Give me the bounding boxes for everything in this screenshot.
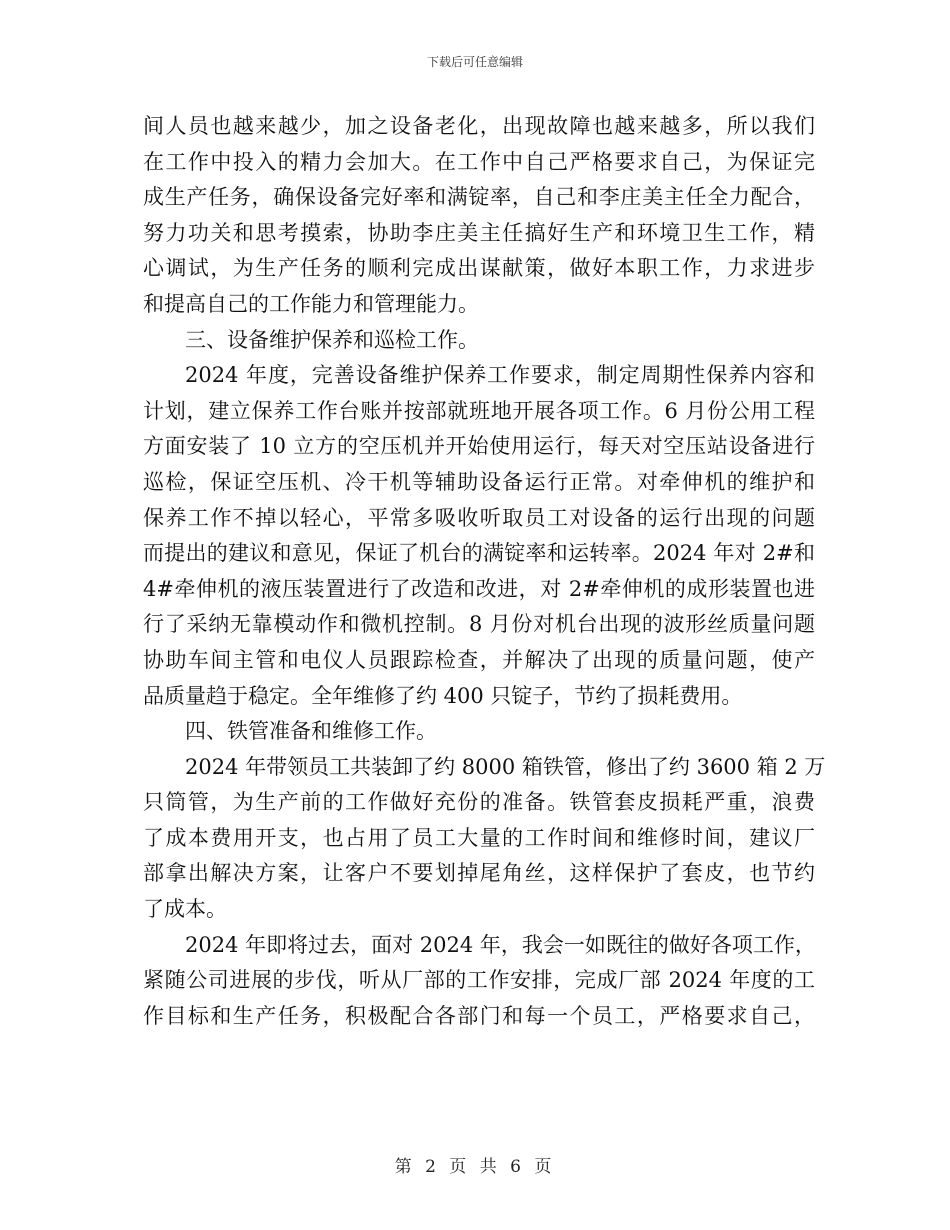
text-line: 巡检，保证空压机、冷干机等辅助设备运行正常。对牵伸机的维护和 (143, 469, 815, 494)
text-line: 在工作中投入的精力会加大。在工作中自己严格要求自己，为保证完 (143, 149, 815, 174)
text-line: 间人员也越来越少，加之设备老化，出现故障也越来越多，所以我们 (143, 114, 815, 138)
section-heading: 三、设备维护保养和巡检工作。 (185, 327, 479, 352)
text-line: 成生产任务，确保设备完好率和满锭率，自己和李庄美主任全力配合， (143, 185, 815, 210)
text-line: 和提高自己的工作能力和管理能力。 (143, 291, 479, 316)
text-line: 作目标和生产任务，积极配合各部门和每一个员工，严格要求自己， (143, 1003, 815, 1028)
text-line: 而提出的建议和意见，保证了机台的满锭率和运转率。2024 年对 2#和 (143, 541, 815, 566)
text-line: 2024 年即将过去，面对 2024 年，我会一如既往的做好各项工作， (185, 932, 816, 957)
section-heading: 四、铁管准备和维修工作。 (185, 719, 437, 744)
text-line: 只筒管，为生产前的工作做好充份的准备。铁管套皮损耗严重，浪费 (143, 790, 815, 815)
text-line: 4#牵伸机的液压装置进行了改造和改进，对 2#牵伸机的成形装置也进 (143, 576, 815, 601)
page-number: 第 2 页 共 6 页 (394, 1157, 556, 1177)
text-line: 部拿出解决方案，让客户不要划掉尾角丝，这样保护了套皮，也节约 (143, 861, 815, 886)
text-line: 2024 年带领员工共装卸了约 8000 箱铁管，修出了约 3600 箱 2 万 (185, 754, 826, 779)
text-line: 行了采纳无靠模动作和微机控制。8 月份对机台出现的波形丝质量问题 (143, 612, 815, 637)
text-line: 计划，建立保养工作台账并按部就班地开展各项工作。6 月份公用工程 (143, 398, 815, 423)
document-body (143, 109, 826, 1034)
text-line: 保养工作不掉以轻心，平常多吸收听取员工对设备的运行出现的问题 (143, 505, 815, 530)
text-line: 了成本。 (143, 897, 227, 922)
page-header: 下载后可任意编辑 (426, 55, 523, 69)
text-line: 品质量趋于稳定。全年维修了约 400 只锭子，节约了损耗费用。 (143, 683, 743, 708)
text-line: 协助车间主管和电仪人员跟踪检查，并解决了出现的质量问题，使产 (143, 647, 815, 672)
text-line: 紧随公司进展的步伐，听从厂部的工作安排，完成厂部 2024 年度的工 (143, 968, 815, 993)
text-line: 方面安装了 10 立方的空压机并开始使用运行，每天对空压站设备进行 (143, 434, 815, 459)
text-line: 心调试，为生产任务的顺利完成出谋献策，做好本职工作，力求进步 (143, 256, 815, 281)
text-line: 2024 年度，完善设备维护保养工作要求，制定周期性保养内容和 (185, 363, 815, 388)
text-line: 了成本费用开支，也占用了员工大量的工作时间和维修时间，建议厂 (143, 825, 815, 850)
text-line: 努力功关和思考摸索，协助李庄美主任搞好生产和环境卫生工作，精 (143, 220, 815, 245)
